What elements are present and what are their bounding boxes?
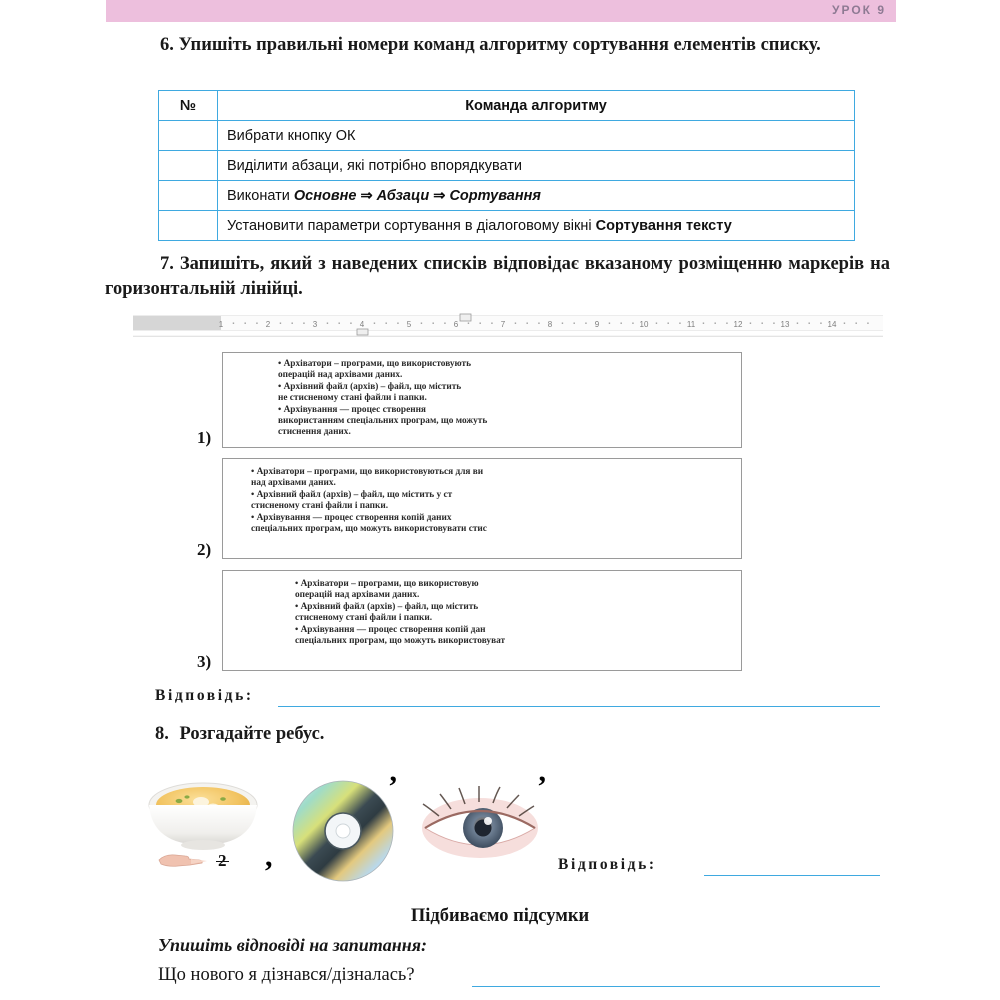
ruler-minor-tick [527,323,528,324]
table-row [159,121,855,151]
ruler-minor-tick [515,323,516,324]
ruler-minor-tick [303,323,304,324]
option-line: • Архівування — процес створення копій дан [295,624,486,635]
ruler-minor-tick [656,323,657,324]
ruler-minor-tick [844,323,845,324]
soup-bowl-image [143,775,263,855]
option-2-box[interactable] [222,458,742,559]
cell-number-input-1[interactable] [159,121,218,151]
apostrophe-glyph: ’ [388,770,398,803]
table-body [159,121,855,241]
option-line: • Архівування — процес створення [278,404,426,415]
ruler-minor-tick [374,323,375,324]
option-line: стиснення даних. [278,427,351,438]
ruler-tick-label: 11 [686,320,696,329]
ruler-graphic [133,312,883,338]
ruler-tick-label: 5 [406,320,412,329]
option-line: спеціальних програм, що можуть використовувати стис [251,524,487,535]
option-line: не стисненому стані файли і папки. [278,393,427,404]
option-1-text [223,353,741,439]
ruler-tick-label: 3 [312,320,318,329]
option-1-label: 1) [197,428,212,447]
ruler-minor-tick [491,323,492,324]
ruler-minor-tick [773,323,774,324]
ruler-minor-tick [585,323,586,324]
ruler-minor-tick [245,323,246,324]
task8-prompt-text: Розгадайте ребус. [179,724,325,744]
option-line: • Архівний файл (архів) – файл, що містить [295,601,479,612]
task8-answer-line[interactable] [704,875,880,876]
cell-command-1: Вибрати кнопку ОК [218,121,855,151]
ruler-minor-tick [809,323,810,324]
ruler-minor-tick [679,323,680,324]
ruler-minor-tick [397,323,398,324]
summary-instruction: Упишіть відповіді на запитання: [158,935,428,955]
table-row [159,211,855,241]
ruler-minor-tick [750,323,751,324]
task8-answer-label: Відповідь: [558,856,657,873]
ruler-tick-label: 9 [594,320,600,329]
summary-title: Підбиваємо підсумки [410,906,590,926]
cell-number-input-4[interactable] [159,211,218,241]
ruler-tick-label: 4 [359,320,365,329]
ruler-tick-label: 12 [733,320,743,329]
ruler-minor-tick [280,323,281,324]
ruler-minor-tick [856,323,857,324]
task6-prompt [105,33,895,58]
cell-number-input-3[interactable] [159,181,218,211]
ruler-minor-tick [668,323,669,324]
ruler-minor-tick [867,323,868,324]
option-line: • Архіватори – програми, що використовую [295,579,479,589]
ruler-minor-tick [538,323,539,324]
ruler-minor-tick [820,323,821,324]
ruler-tick-label: 7 [500,320,506,329]
ruler-minor-tick [562,323,563,324]
ruler-minor-tick [609,323,610,324]
task8-number: 8. [155,724,169,744]
ruler-minor-tick [726,323,727,324]
option-line: спеціальних програм, що можуть використовуват [295,636,506,647]
option-line: використанням спеціальних програм, що можуть [278,416,488,427]
ruler-minor-tick [797,323,798,324]
cell-command-2: Виділити абзаци, які потрібно впорядкувати [218,151,855,181]
ruler-tick-label: 13 [780,320,790,329]
option-line: стисненому стані файли і папки. [251,501,389,512]
ruler-minor-tick [715,323,716,324]
cell-number-input-2[interactable] [159,151,218,181]
option-line: над архівами даних. [251,478,336,489]
ruler-minor-tick [632,323,633,324]
task7-number: 7. [160,254,174,274]
apostrophe-glyph-2: ’ [537,770,547,803]
option-3-label: 3) [197,652,212,671]
ruler-minor-tick [233,323,234,324]
ruler-minor-tick [339,323,340,324]
task7-answer-line[interactable] [278,706,880,707]
ruler-tick-label: 2 [265,320,271,329]
ruler-minor-tick [574,323,575,324]
option-line: операцій над архівами даних. [278,370,403,381]
option-3-box[interactable] [222,570,742,671]
ruler-tick-label: 8 [547,320,553,329]
cell-command-3: Виконати Основне ⇒ Абзаци ⇒ Сортування [218,181,855,211]
option-2-label: 2) [197,540,212,559]
ruler-minor-tick [762,323,763,324]
cd-disc-image [291,779,395,883]
eye-image [415,786,545,864]
ruler-minor-tick [386,323,387,324]
task6-number: 6. [160,35,174,55]
option-line: • Архівний файл (архів) – файл, що містить [278,381,462,392]
algorithm-commands-table [158,90,855,241]
task7-answer-label: Відповідь: [155,687,254,704]
ruler-minor-tick [468,323,469,324]
ruler-minor-tick [480,323,481,324]
option-line: стисненому стані файли і папки. [295,613,433,624]
summary-answer-line[interactable] [472,986,880,987]
ruler-tick-label: 6 [453,320,459,329]
ruler-minor-tick [350,323,351,324]
crossed-number-2: 2 [218,851,227,870]
ruler-tick-label: 1 [218,320,224,329]
ruler-tick-label: 14 [827,320,837,329]
summary-question: Що нового я дізнався/дізналась? [158,965,415,985]
lesson-label: УРОК 9 [832,3,886,17]
option-line: • Архіватори – програми, що використовують [278,359,472,369]
pointing-hand-icon [157,851,213,877]
cell-command-4: Установити параметри сортування в діалоговому вікні Сортування тексту [218,211,855,241]
ruler-tick-label: 10 [639,320,649,329]
option-3-text [223,571,741,647]
option-line: • Архіватори – програми, що використовуються для ви [251,467,484,477]
header-cell-number: № [159,91,218,121]
comma-glyph: , [265,840,273,873]
table-row [159,181,855,211]
table-row [159,151,855,181]
ruler-minor-tick [256,323,257,324]
task7-prompt-text: Запишіть, який з наведених списків відповідає вказаному розміщенню маркерів на горизонтальній лінійці. [105,254,891,299]
ruler-minor-tick [444,323,445,324]
ruler-minor-tick [621,323,622,324]
word-horizontal-ruler [133,312,883,338]
ruler-minor-tick [292,323,293,324]
lesson-header-band [106,0,896,22]
option-line: операцій над архівами даних. [295,590,420,601]
header-cell-command: Команда алгоритму [218,91,855,121]
option-line: • Архівний файл (архів) – файл, що містить у ст [251,489,453,500]
table-header-row [159,91,855,121]
option-2-text [223,459,741,535]
task6-prompt-text: Упишіть правильні номери команд алгоритму сортування елементів списку. [178,35,821,55]
task8-prompt [155,722,755,747]
option-line: • Архівування — процес створення копій даних [251,512,452,523]
ruler-minor-tick [421,323,422,324]
ruler-minor-tick [433,323,434,324]
option-1-box[interactable] [222,352,742,448]
task7-prompt [105,252,890,302]
ruler-minor-tick [327,323,328,324]
ruler-minor-tick [703,323,704,324]
